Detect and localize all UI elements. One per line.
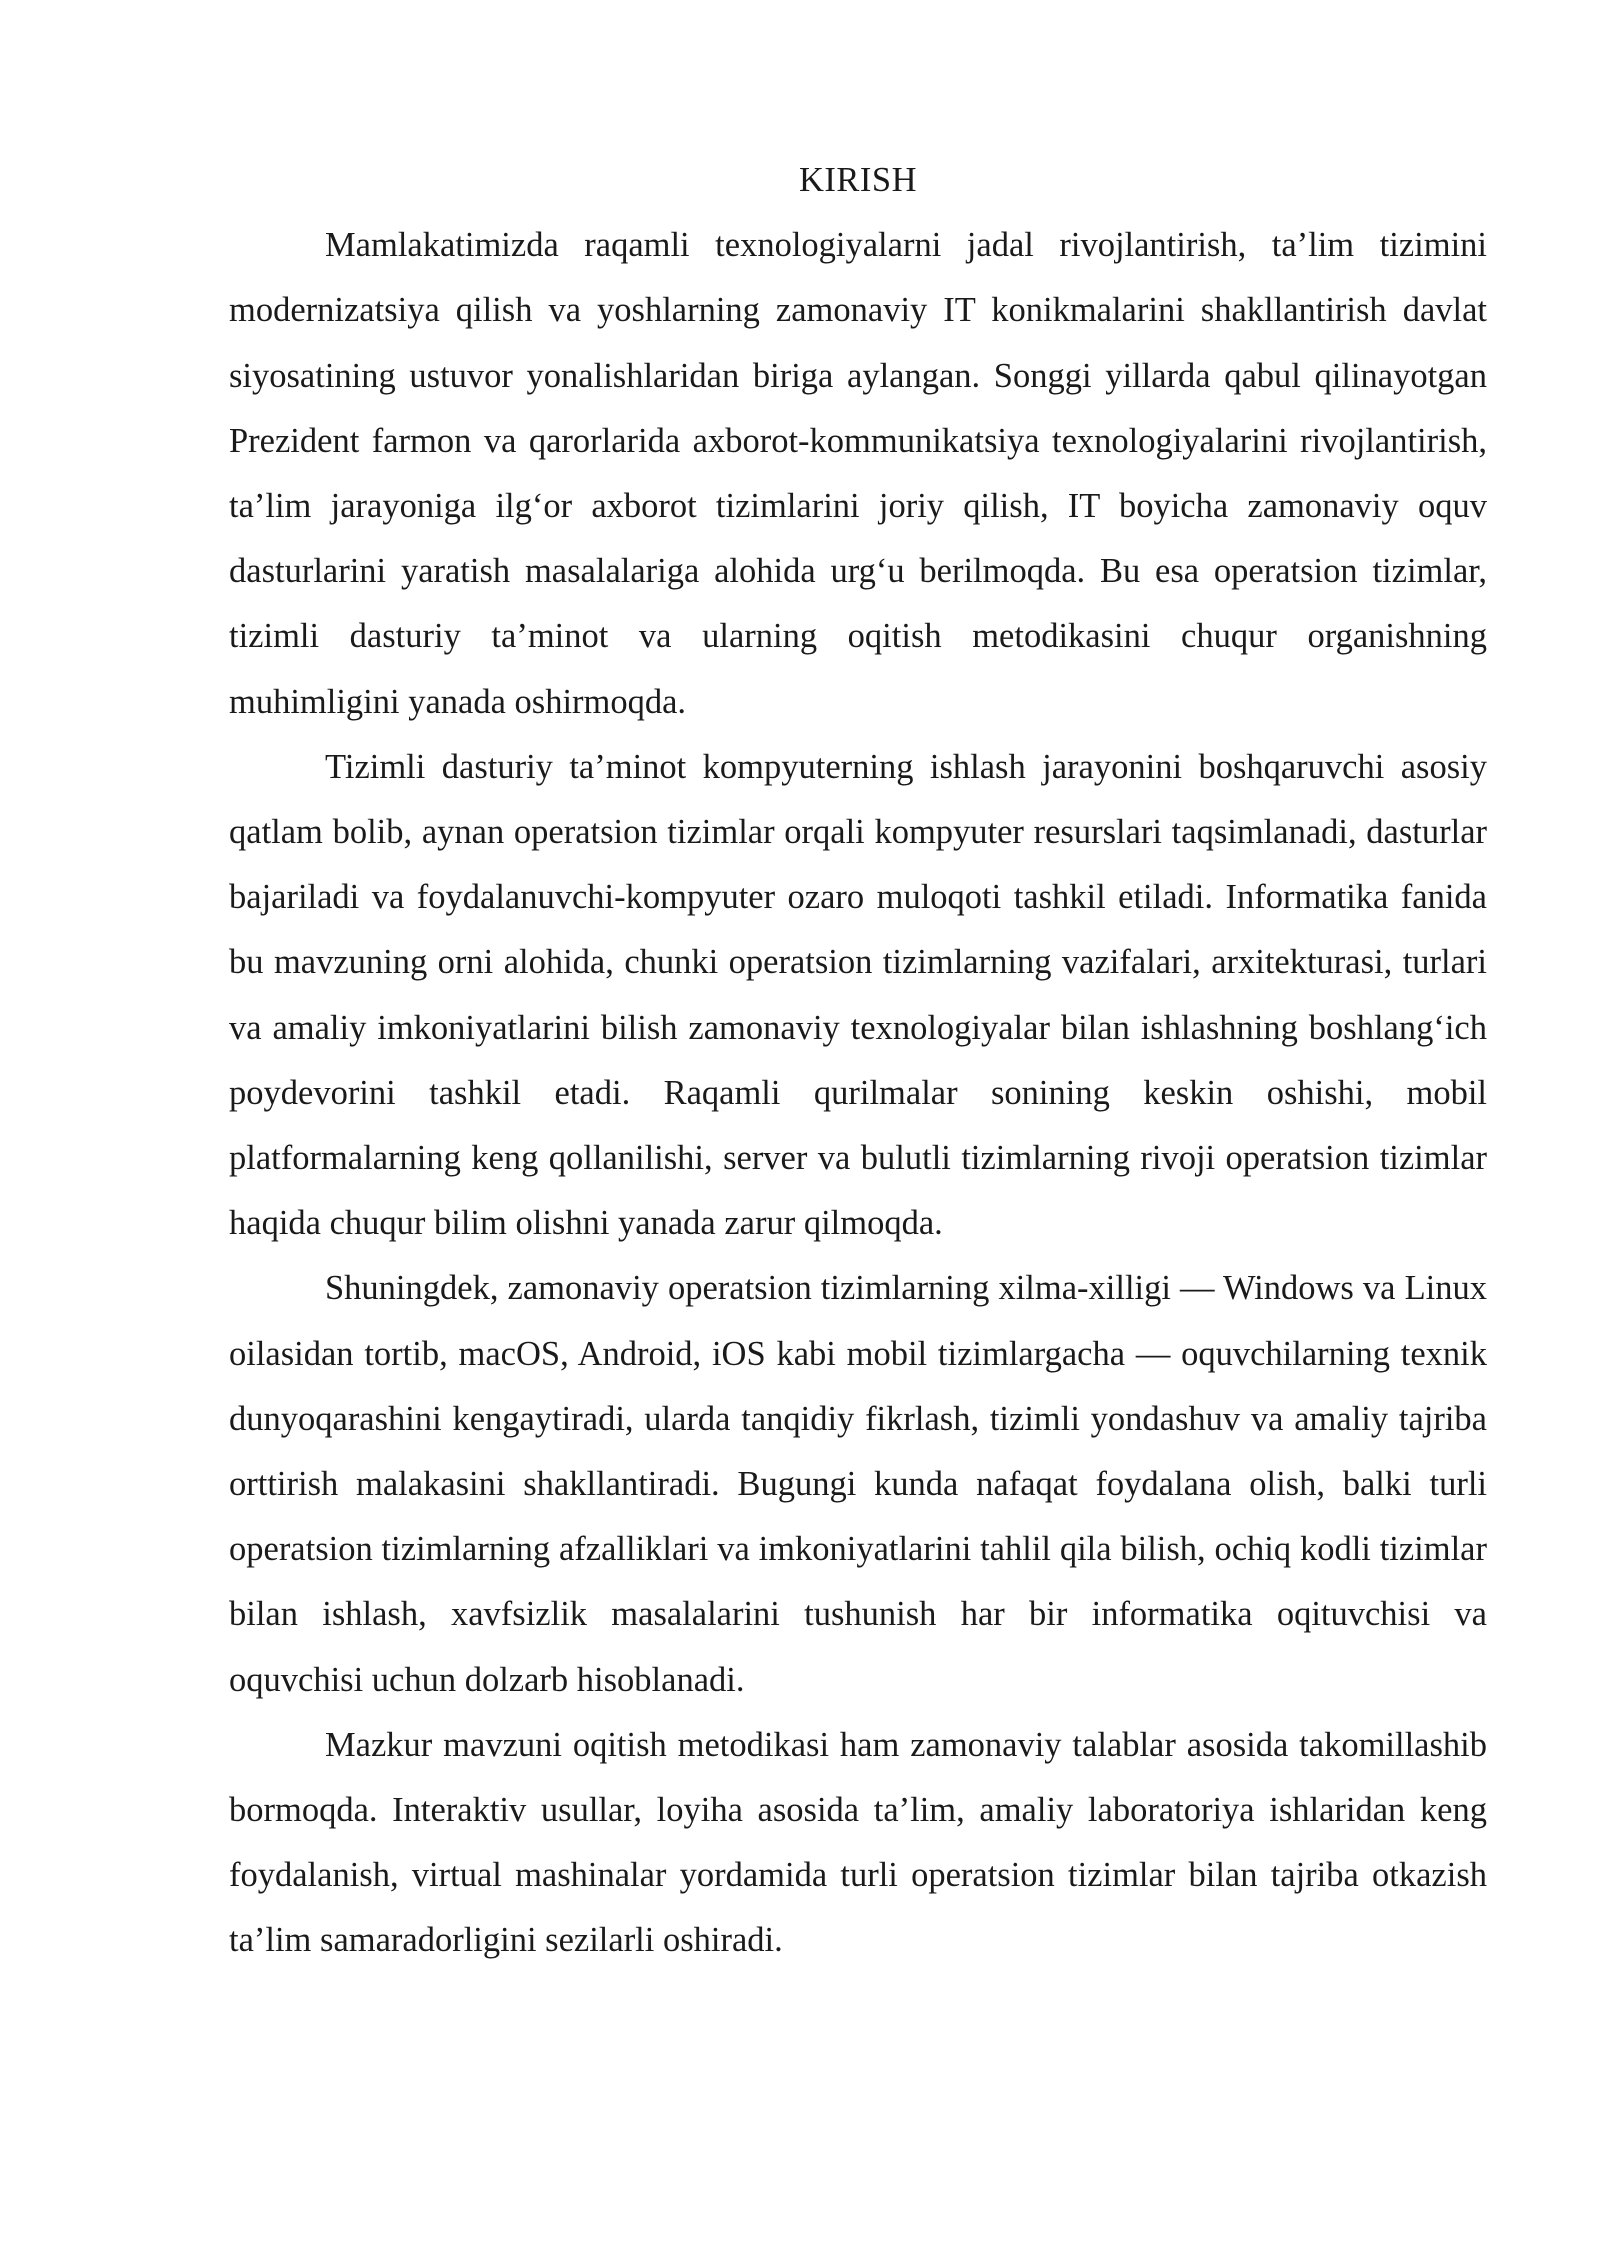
paragraph-4: Mazkur mavzuni oqitish metodikasi ham zamonaviy talablar asosida takomillashib bormoqda. Interaktiv usullar, loyiha asosida ta’lim, amaliy laboratoriya ishlaridan keng foydalanish, virtual mashinalar yordamida turli operatsion tizimlar bilan tajriba otkazish ta’lim samaradorligini sezilarli oshiradi.	[229, 1725, 1487, 1960]
paragraph-2: Tizimli dasturiy ta’minot kompyuterning ishlash jarayonini boshqaruvchi asosiy qatlam bolib, aynan operatsion tizimlar orqali kompyuter resurslari taqsimlanadi, dasturlar bajariladi va foydalanuvchi-kompyuter ozaro muloqoti tashkil etiladi. Informatika fanida bu mavzuning orni alohida, chunki operatsion tizimlarning vazifalari, arxitekturasi, turlari va amaliy imkoniyatlarini bilish zamonaviy texnologiyalar bilan ishlashning boshlang‘ich poydevorini tashkil etadi. Raqamli qurilmalar sonining keskin oshishi, mobil platformalarning keng qollanilishi, server va bulutli tizimlarning rivoji operatsion tizimlar haqida chuqur bilim olishni yanada zarur qilmoqda.	[229, 747, 1487, 1243]
page-content	[229, 148, 1487, 1974]
paragraph-1: Mamlakatimizda raqamli texnologiyalarni jadal rivojlantirish, ta’lim tizimini modernizatsiya qilish va yoshlarning zamonaviy IT konikmalarini shakllantirish davlat siyosatining ustuvor yonalishlaridan biriga aylangan. Songgi yillarda qabul qilinayotgan Prezident farmon va qarorlarida axborot-kommunikatsiya texnologiyalarini rivojlantirish, ta’lim jarayoniga ilg‘or axborot tizimlarini joriy qilish, IT boyicha zamonaviy oquv dasturlarini yaratish masalalariga alohida urg‘u berilmoqda. Bu esa operatsion tizimlar, tizimli dasturiy ta’minot va ularning oqitish metodikasini chuqur organishning muhimligini yanada oshirmoqda.	[229, 226, 1487, 721]
section-heading: KIRISH	[798, 161, 917, 199]
paragraph-3: Shuningdek, zamonaviy operatsion tizimlarning xilma-xilligi — Windows va Linux oilasidan tortib, macOS, Android, iOS kabi mobil tizimlargacha — oquvchilarning texnik dunyoqarashini kengaytiradi, ularda tanqidiy fikrlash, tizimli yondashuv va amaliy tajriba orttirish malakasini shakllantiradi. Bugungi kunda nafaqat foydalana olish, balki turli operatsion tizimlarning afzalliklari va imkoniyatlarini tahlil qila bilish, ochiq kodli tizimlar bilan ishlash, xavfsizlik masalalarini tushunish har bir informatika oqituvchisi va oquvchisi uchun dolzarb hisoblanadi.	[229, 1269, 1487, 1699]
